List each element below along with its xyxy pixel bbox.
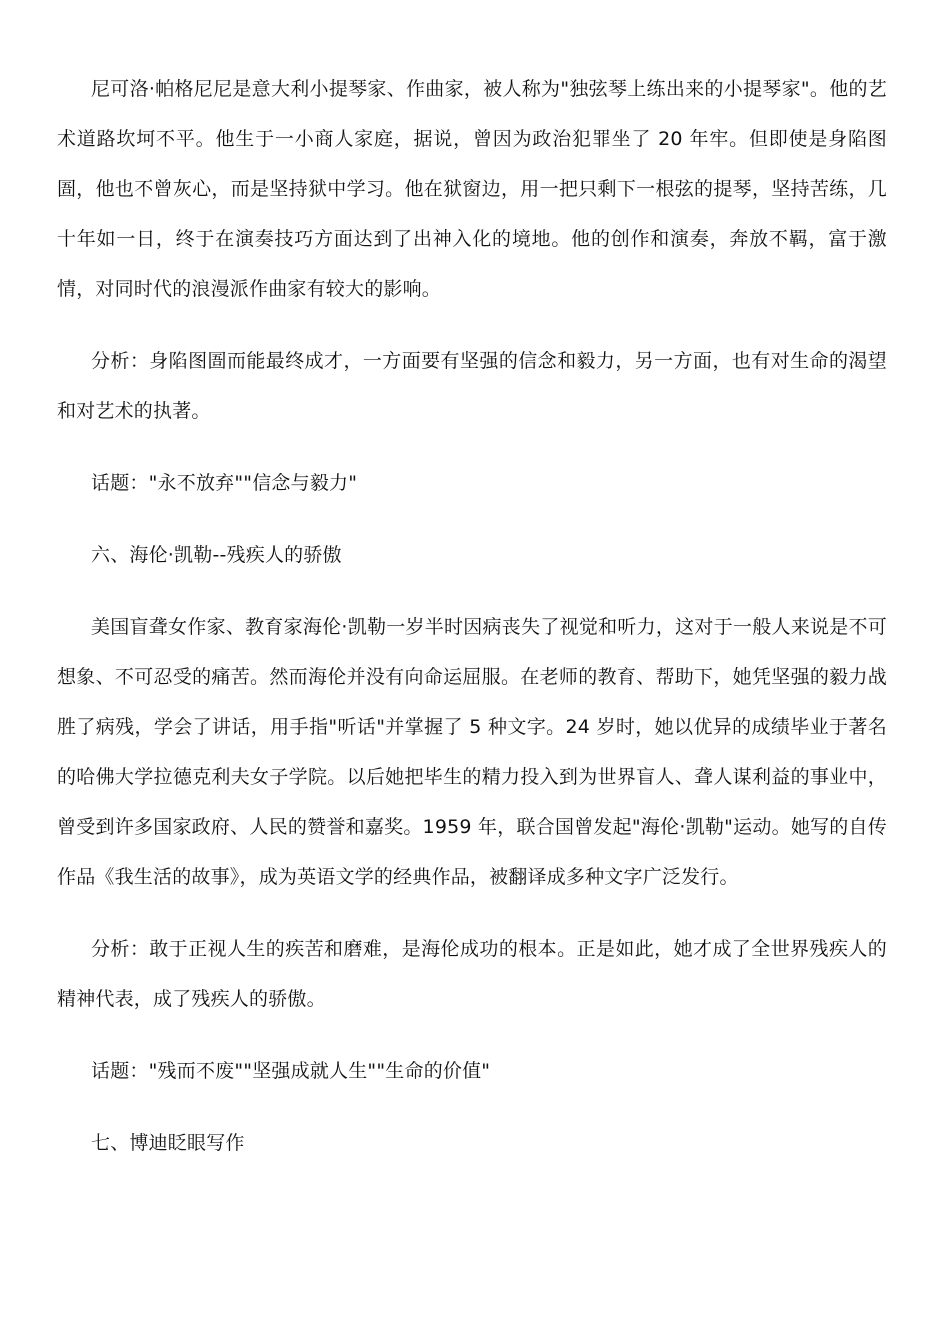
- paragraph-paganini-topics: 话题："永不放弃""信念与毅力": [91, 472, 358, 494]
- paragraph-paganini-story: 尼可洛·帕格尼尼是意大利小提琴家、作曲家，被人称为"独弦琴上练出来的小提琴家"。他的艺术道路坎坷不平。他生于一小商人家庭，据说，曾因为政治犯罪坐了 20 年牢。但即使是身陷图圄，他也不曾灰心，而是坚持狱中学习。他在狱窗边，用一把只剩下一根弦的提琴，坚持苦练，几十年如一日，终于在演奏技巧方面达到了出神入化的境地。他的创作和演奏，奔放不羁，富于激情，对同时代的浪漫派作曲家有较大的影响。: [57, 78, 887, 300]
- paragraph-spacer: [57, 314, 887, 336]
- paragraph-spacer: [57, 436, 887, 458]
- document-page: [57, 64, 887, 1168]
- paragraph-helen-keller-story: 美国盲聋女作家、教育家海伦·凯勒一岁半时因病丧失了视觉和听力，这对于一般人来说是不可想象、不可忍受的痛苦。然而海伦并没有向命运屈服。在老师的教育、帮助下，她凭坚强的毅力战胜了病残，学会了讲话，用手指"听话"并掌握了 5 种文字。24 岁时，她以优异的成绩毕业于著名的哈佛大学拉德克利夫女子学院。以后她把毕生的精力投入到为世界盲人、聋人谋利益的事业中，曾受到许多国家政府、人民的赞誉和嘉奖。1959 年，联合国曾发起"海伦·凯勒"运动。她写的自传作品《我生活的故事》，成为英语文学的经典作品，被翻译成多种文字广泛发行。: [57, 616, 887, 888]
- paragraph-paganini-analysis: 分析：身陷图圄而能最终成才，一方面要有坚强的信念和毅力，另一方面，也有对生命的渴望和对艺术的执著。: [57, 350, 887, 422]
- section-heading-bodie: 七、博迪眨眼写作: [91, 1132, 245, 1154]
- paragraph-spacer: [57, 508, 887, 530]
- section-heading-helen-keller: 六、海伦·凯勒--残疾人的骄傲: [91, 544, 342, 566]
- paragraph-helen-keller-analysis: 分析：敢于正视人生的疾苦和磨难，是海伦成功的根本。正是如此，她才成了全世界残疾人的精神代表，成了残疾人的骄傲。: [57, 938, 887, 1010]
- paragraph-spacer: [57, 1024, 887, 1046]
- paragraph-spacer: [57, 902, 887, 924]
- paragraph-spacer: [57, 580, 887, 602]
- paragraph-helen-keller-topics: 话题："残而不废""坚强成就人生""生命的价值": [91, 1060, 491, 1082]
- paragraph-spacer: [57, 1096, 887, 1118]
